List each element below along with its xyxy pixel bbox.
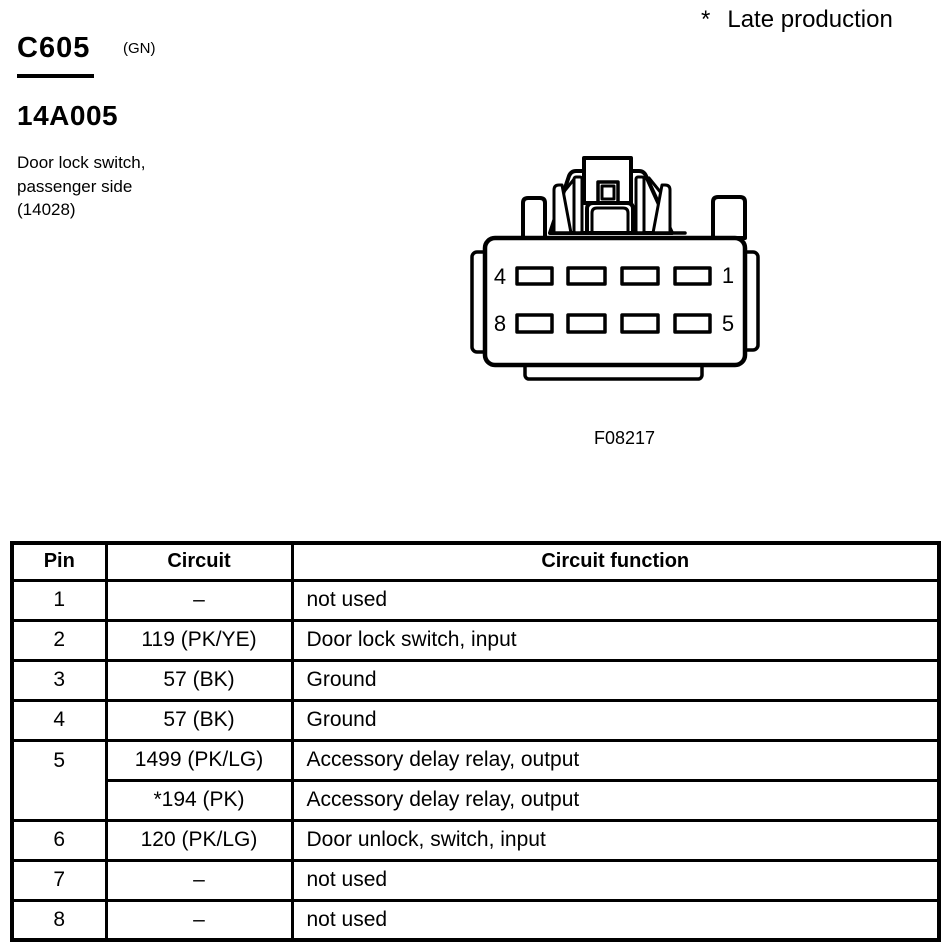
pin-table-header bbox=[12, 543, 939, 580]
part-code-heading: 14A005 bbox=[17, 100, 119, 131]
terminal-slot bbox=[517, 268, 552, 284]
connector-latch-assembly bbox=[523, 158, 745, 238]
terminal-slot bbox=[517, 315, 552, 332]
latch-shoulder-right bbox=[713, 197, 745, 238]
circuit-function-column-header: Circuit function bbox=[292, 543, 939, 580]
table-row bbox=[12, 820, 939, 860]
circuit-cell: 1499 (PK/LG) bbox=[106, 740, 292, 780]
header-row bbox=[12, 543, 939, 580]
terminal-slot bbox=[622, 268, 658, 284]
circuit-function-cell: not used bbox=[292, 580, 939, 620]
circuit-cell: *194 (PK) bbox=[106, 780, 292, 820]
terminal-slot bbox=[675, 268, 710, 284]
description-line: Door lock switch, bbox=[17, 153, 146, 172]
terminal-slot bbox=[675, 315, 710, 332]
circuit-function-cell: not used bbox=[292, 860, 939, 900]
description-line: passenger side bbox=[17, 176, 133, 196]
table-row bbox=[12, 860, 939, 900]
table-row bbox=[12, 580, 939, 620]
terminal-slot bbox=[622, 315, 658, 332]
note-text: Late production bbox=[727, 6, 893, 33]
pin-number-label: 8 bbox=[493, 311, 507, 336]
table-row bbox=[12, 780, 939, 820]
circuit-cell: – bbox=[106, 580, 292, 620]
terminal-slot bbox=[568, 268, 605, 284]
circuit-function-cell: Accessory delay relay, output bbox=[292, 780, 939, 820]
circuit-cell: – bbox=[106, 900, 292, 940]
pin-cell: 2 bbox=[12, 620, 106, 660]
circuit-function-cell: not used bbox=[292, 900, 939, 940]
circuit-cell: 120 (PK/LG) bbox=[106, 820, 292, 860]
pin-number-label: 4 bbox=[493, 264, 507, 289]
table-row bbox=[12, 660, 939, 700]
connector-description bbox=[17, 151, 145, 222]
circuit-cell: 57 (BK) bbox=[106, 660, 292, 700]
late-production-note bbox=[701, 6, 893, 34]
circuit-cell: – bbox=[106, 860, 292, 900]
pin-cell: 7 bbox=[12, 860, 106, 900]
latch-channel-left bbox=[574, 177, 582, 233]
table-row bbox=[12, 700, 939, 740]
connector-housing bbox=[485, 238, 745, 365]
pin-number-label: 5 bbox=[721, 311, 735, 336]
table-row bbox=[12, 740, 939, 780]
asterisk-symbol: * bbox=[701, 6, 711, 33]
pin-number-label: 1 bbox=[721, 263, 735, 288]
circuit-function-cell: Door lock switch, input bbox=[292, 620, 939, 660]
figure-number-label: F08217 bbox=[594, 428, 656, 448]
circuit-function-cell: Door unlock, switch, input bbox=[292, 820, 939, 860]
pin-table-body bbox=[12, 580, 939, 940]
connector-diagram bbox=[455, 145, 775, 395]
circuit-column-header: Circuit bbox=[106, 543, 292, 580]
circuit-cell: 57 (BK) bbox=[106, 700, 292, 740]
table-row bbox=[12, 620, 939, 660]
circuit-cell: 119 (PK/YE) bbox=[106, 620, 292, 660]
pin-cell: 5 bbox=[12, 740, 106, 820]
circuit-function-cell: Ground bbox=[292, 700, 939, 740]
pin-cell: 1 bbox=[12, 580, 106, 620]
pin-cell: 3 bbox=[12, 660, 106, 700]
description-line: (14028) bbox=[17, 200, 76, 219]
table-row bbox=[12, 900, 939, 940]
terminal-slot bbox=[568, 315, 605, 332]
connector-color-code: (GN) bbox=[123, 40, 156, 57]
circuit-function-cell: Accessory delay relay, output bbox=[292, 740, 939, 780]
pin-column-header: Pin bbox=[12, 543, 106, 580]
circuit-function-cell: Ground bbox=[292, 660, 939, 700]
pin-table bbox=[10, 541, 941, 942]
connector-id-heading: C605 bbox=[17, 32, 94, 78]
pin-cell: 6 bbox=[12, 820, 106, 860]
latch-shoulder-left bbox=[523, 198, 545, 238]
latch-channel-right bbox=[636, 177, 644, 233]
pin-cell: 8 bbox=[12, 900, 106, 940]
pin-cell: 4 bbox=[12, 700, 106, 740]
